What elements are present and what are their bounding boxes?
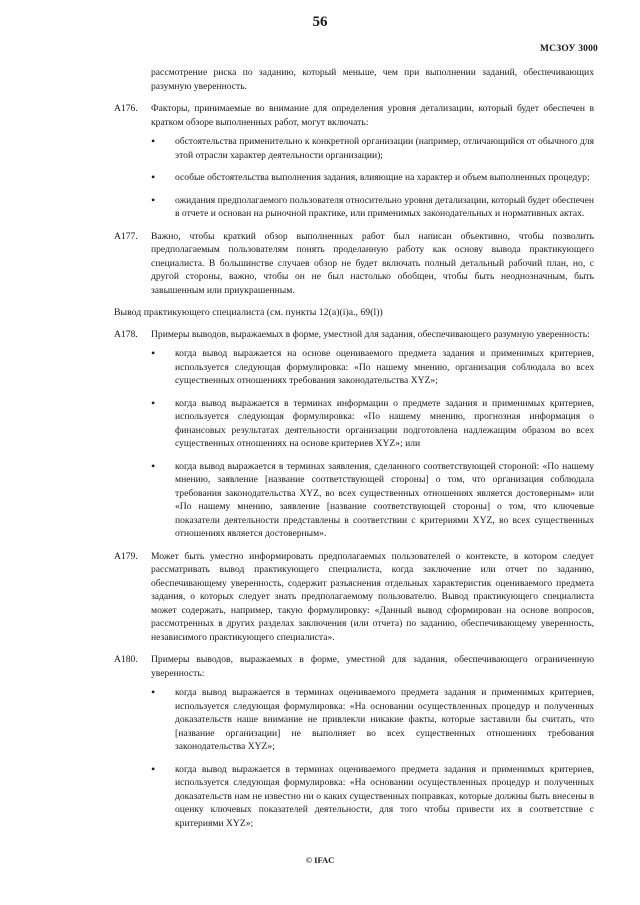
paragraph-number: A176. [114, 103, 138, 114]
bullet-icon: • [151, 685, 156, 699]
standard-code: МСЗОУ 3000 [539, 44, 598, 54]
list-item [151, 686, 594, 754]
list-item [151, 135, 594, 162]
bullet-icon: • [151, 170, 156, 184]
paragraph-text: Факторы, принимаемые во внимание для определения уровня детализации, который будет обеспечен в кратком обзоре выполненных работ, могут включать: [151, 103, 594, 128]
paragraph-text: Может быть уместно информировать предполагаемых пользователей о контексте, в котором следует рассматривать вывод практикующего специалиста, когда заключение или отчет по заданию, обеспечивающему уверенность, содержит разъяснения отдельных характеристик оцениваемого предмета задания, о которых следует знать предполагаемому пользователю. Вывод практикующего специалиста может содержать, например, такую формулировку: «Данный вывод сформирован на основе вопросов, рассмотренных в других разделах заключения (или отчета) по заданию, обеспечивающему уверенность, независимого практикующего специалиста». [151, 550, 594, 643]
paragraph-text: Важно, чтобы краткий обзор выполненных работ был написан объективно, чтобы позволить предполагаемым пользователям понять проделанную работу как основу вывода практикующего специалиста. В большинстве случаев обзор не будет включать полный детальный рабочий план, но, с другой стороны, важно, чтобы он не был настолько обобщен, чтобы быть неоднозначным, быть завышенным или приукрашенным. [151, 230, 594, 296]
list-item-text: когда вывод выражается в терминах оцениваемого предмета задания и применимых критериев, используется следующая формулировка: «На основании осуществленных процедур и полученных доказательств наше внимание не привлекли никакие факты, которые заставили бы считать, что [название организации] не выполняет во всех существенных отношениях требования законодательства XYZ»; [175, 687, 594, 752]
list-item [151, 171, 594, 185]
list-item-text: обстоятельства применительно к конкретной организации (например, отличающийся от обычного для этой отрасли характер деятельности организации); [175, 136, 594, 161]
list-item [151, 460, 594, 541]
bullet-icon: • [151, 134, 156, 148]
paragraph-number: A177. [114, 230, 138, 242]
paragraph-number: A180. [114, 654, 138, 665]
paragraph-a176 [114, 102, 594, 129]
list-item-text: когда вывод выражается в терминах заявления, сделанного соответствующей стороной: «По нашему мнению, заявление [название соответствующей стороны] о том, что организация соблюдала требования законодательства XYZ, во всех существенных отношениях является достоверным» или «По нашему мнению, заявление [название соответствующей стороны] о том, что ключевые показатели деятельности представлены в соответствии с критериями XYZ, во всех существенных отношениях является достоверным». [175, 460, 594, 539]
section-heading: Вывод практикующего специалиста (см. пункты 12(a)(i)a., 69(l)) [114, 307, 383, 318]
paragraph-number: A179. [114, 550, 138, 562]
paragraph-a177 [114, 230, 594, 298]
intro-continuation: рассмотрение риска по заданию, который меньше, чем при выполнении заданий, обеспечивающих разумную уверенность. [151, 67, 594, 92]
list-item [151, 194, 594, 221]
bullet-icon: • [151, 192, 156, 207]
list-item [151, 397, 594, 451]
bullet-icon: • [151, 458, 156, 473]
list-item-text: ожидания предполагаемого пользователя относительно уровня детализации, который будет обеспечен в отчете и основан на рыночной практике, или применимых законодательных и нормативных актах. [175, 194, 594, 219]
paragraph-text: Примеры выводов, выражаемых в форме, уместной для задания, обеспечивающего ограниченную уверенность: [151, 654, 594, 679]
paragraph-number: A178. [114, 328, 138, 340]
paragraph-a180 [114, 653, 594, 680]
list-item-text: особые обстоятельства выполнения задания, влияющие на характер и объем выполненных процедур; [175, 172, 590, 183]
bullet-icon: • [151, 346, 156, 360]
document-body [114, 66, 594, 839]
list-item [151, 763, 594, 831]
paragraph-text: Примеры выводов, выражаемых в форме, уместной для задания, обеспечивающего разумную уверенность: [151, 328, 590, 340]
list-item-text: когда вывод выражается в терминах оцениваемого предмета задания и применимых критериев, используется следующая формулировка: «На основании осуществленных процедур и полученных доказательств нам не известно ни о каких существенных поправках, которые должны быть внесены в оценку ключевых показателей деятельности, для того чтобы привести их в соответствие с критериями XYZ»; [175, 763, 594, 829]
bullet-list-a176 [151, 135, 594, 221]
bullet-icon: • [151, 761, 156, 776]
bullet-list-a178 [151, 347, 594, 541]
list-item-text: когда вывод выражается на основе оцениваемого предмета задания и применимых критериев, используется следующая формулировка: «По нашему мнению, организация соблюдала во всех существенных отношениях требования законодательства XYZ»; [175, 348, 594, 386]
page-number: 56 [312, 14, 328, 30]
list-item-text: когда вывод выражается в терминах информации о предмете задания и применимых критериев, используется следующая формулировка: «По нашему мнению, прогнозная информация о финансовых результатах деятельности организации подготовлена надлежащим образом во всех существенных отношениях на основе критериев XYZ»; или [175, 397, 594, 449]
paragraph-a179 [114, 550, 594, 645]
paragraph-a178 [114, 328, 594, 342]
bullet-icon: • [151, 395, 156, 410]
list-item [151, 347, 594, 388]
bullet-list-a180 [151, 686, 594, 830]
copyright-footer: © IFAC [305, 855, 335, 865]
